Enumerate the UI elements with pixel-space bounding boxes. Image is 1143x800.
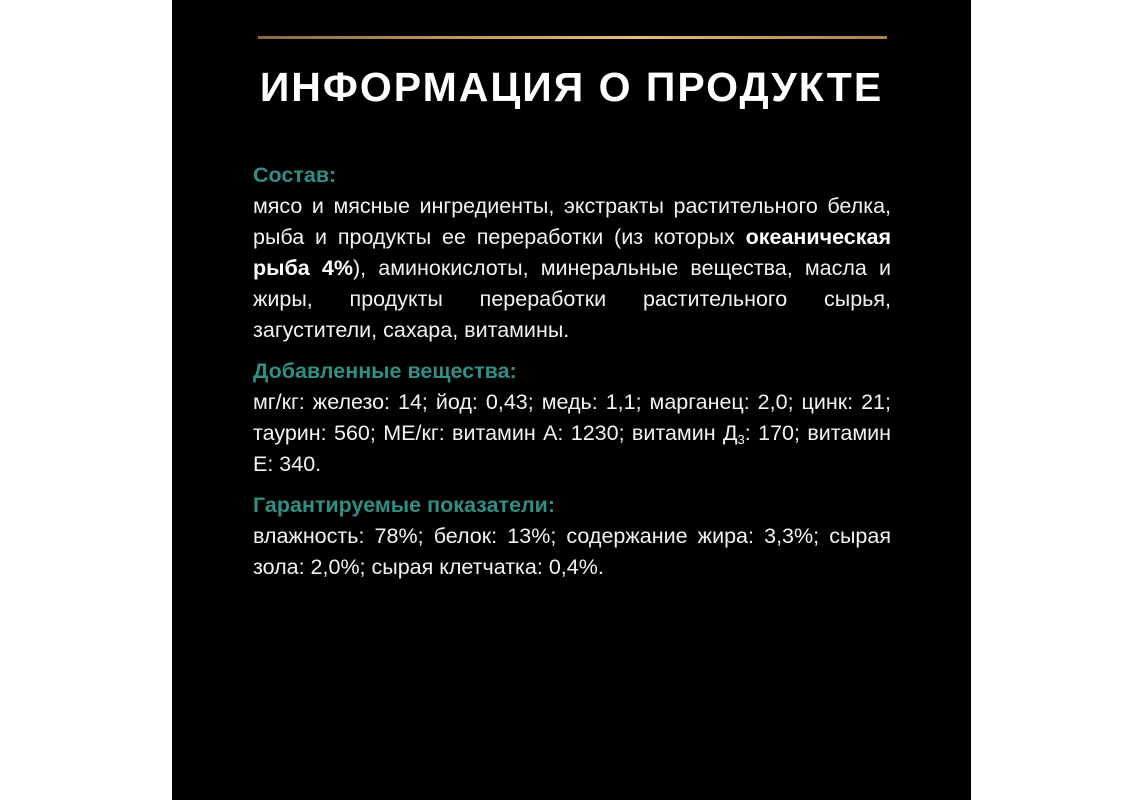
- product-info-content: [253, 160, 891, 583]
- additives-text-end: : 170; витамин Е: 340.: [253, 421, 891, 476]
- product-info-panel: [172, 0, 971, 800]
- composition-highlight: океаническая рыба 4%: [253, 225, 891, 280]
- page-title: ИНФОРМАЦИЯ О ПРОДУКТЕ: [259, 64, 884, 110]
- composition-heading: Состав:: [253, 163, 337, 187]
- additives-text-start: мг/кг: железо: 14; йод: 0,43; медь: 1,1; марганец: 2,0; цинк: 21; таурин: 560; МЕ/кг: витамин А: 1230; витамин Д: [253, 390, 891, 445]
- composition-text: [253, 191, 891, 346]
- additives-heading: Добавленные вещества:: [253, 359, 517, 383]
- guaranteed-heading: Гарантируемые показатели:: [253, 493, 556, 517]
- vitamin-d-subscript: 3: [737, 432, 745, 447]
- guaranteed-text: влажность: 78%; белок: 13%; содержание жира: 3,3%; сырая зола: 2,0%; сырая клетчатка: 0,4%.: [253, 524, 891, 579]
- additives-text: [253, 387, 891, 480]
- composition-text-start: мясо и мясные ингредиенты, экстракты растительного белка, рыба и продукты ее переработки (из которых: [253, 194, 891, 249]
- gold-divider: [258, 36, 887, 39]
- composition-text-end: ), аминокислоты, минеральные вещества, масла и жиры, продукты переработки растительного сырья, загустители, сахара, витамины.: [253, 256, 892, 342]
